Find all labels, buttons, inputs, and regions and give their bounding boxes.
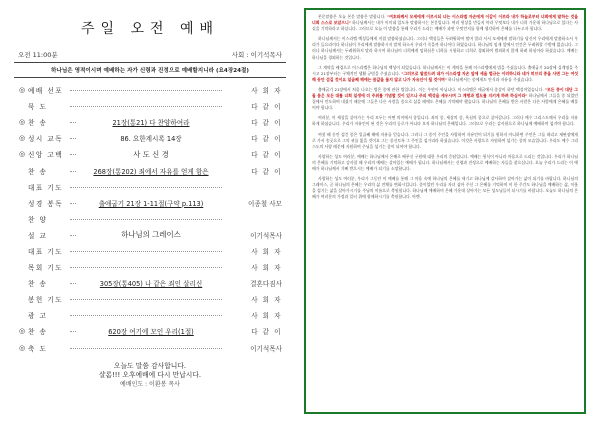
order-row: [14, 211, 286, 227]
sermon-paragraph: [312, 14, 578, 32]
order-row: [14, 82, 286, 98]
order-person: 사 회 자: [222, 246, 282, 256]
sermon-paragraph: [312, 87, 578, 111]
closing-line-2: 샬롬!!! 오후예배에 다시 만납시다.: [98, 370, 202, 379]
dotted-leader: [70, 106, 222, 107]
scripture-quote: "모든 종이 대단 그들 몸은 모든 대를 너희 일생에 더 주위를 기념할 것이 있으나 주의 백성을 세우시며 그 계명과 법도를 지키게 하려 하심이라": [312, 86, 578, 99]
sermon-text: 하나님께서는 종에게도 안식과 자유를 주셨습니다.: [446, 76, 534, 82]
order-label: 광 고: [28, 310, 70, 320]
order-label: 성경 봉독: [28, 198, 70, 208]
sermon-paragraph: [312, 65, 578, 83]
order-person: 다 같 이: [222, 326, 282, 336]
order-person: 사 회 자: [222, 262, 282, 272]
dotted-leader: [70, 90, 222, 91]
order-label: 봉헌 기도: [28, 294, 70, 304]
order-row: [14, 130, 286, 146]
order-label: 축 도: [28, 343, 70, 353]
dotted-leader: [70, 187, 222, 188]
sermon-text: 출애굽기 21장에서 처음 나오는 법은 종에 관한 법입니다. 이는 우연이 아닙니다. 이스라엘은 애굽에서 종살이 하던 백성이었습니다.: [318, 86, 545, 92]
divider: [14, 77, 286, 78]
order-person: 다 같 이: [222, 166, 282, 176]
order-row: [14, 323, 286, 339]
order-person: 다 같 이: [222, 133, 282, 143]
vision-statement: 하나님은 영적이시며 예배하는 자가 신령과 진정으로 예배할지니라 (요4장24절): [51, 68, 249, 74]
order-row: [14, 259, 286, 275]
sermon-text: 하나님께서는 이스라엘 백성들에게 직접 말씀하셨습니다. 그러나 백성들은 두려워하여 떨며 멀리 서서 모세에게 말하기를 당신이 우리에게 말씀하소서 우리가 들으리이다 하나님이 우리에게 말씀하시지 말게 하소서 우리가 죽을까 하나이다 하였습니다. 하나님의 임재 앞에서 인간은 두려워할 수밖에 없습니다. 그러나 하나님께서는 두려워하지 말라 하시며 하나님이 너희에게 임하심은 너희를 시험하고 너희로 경외하여 범죄하지 않게 하려 하심이라 하셨습니다. 예배는 하나님을 경외하는 것입니다.: [312, 36, 578, 60]
sermon-text-box: [304, 8, 586, 414]
sermon-text: 하나님께서는 내가 이미네 있도록 말씀하시는 본문입니다. 여러 형상을 만들지 마라 무엇보다 내가 너희 가운데 하나님으로 있다는 사실을 기억하라고 하십니다. 그러므로 오늘 이 말씀을 통해 우리가 드리는 예배가 과연 무엇인지를 함께 생각하며 은혜를 나누고자 합니다.: [312, 20, 578, 32]
dotted-leader: [70, 267, 222, 268]
order-content: 86. 요한계시록 14장: [76, 133, 226, 143]
service-info: [18, 50, 282, 59]
order-label: 대표 기도: [28, 246, 70, 256]
sermon-text: 하나님께서 그들을 종 되었던 집에서 인도하여 내셨기 때문에 그들은 다른 사람을 종으로 삼을 때에도 은혜를 기억해야 했습니다. 하나님의 은혜를 받은 사람은 다른 사람에게 은혜를 베풀어야 합니다.: [312, 93, 578, 111]
order-person: 다 같 이: [222, 117, 282, 127]
sermon-paragraph: [312, 36, 578, 60]
order-row: [14, 243, 286, 259]
closing-message: [14, 362, 286, 389]
sermon-text: 여섯 해 동안 섬긴 종은 일곱째 해에 자유를 얻습니다. 그러나 그 종이 주인을 사랑하여 자유인이 되기를 원하지 아니하면 주인은 그를 데리고 재판장에게로 가서 송곳으로 그의 귀를 뚫을 것이요 그는 종신토록 그 주인을 섬기리라 하셨습니다. 이것은 사랑으로 자원하여 섬기는 종의 모습입니다. 우리도 예수 그리스도의 사랑 때문에 자원하여 주님을 섬기는 종이 되어야 합니다.: [312, 131, 578, 149]
order-content: 출애굽기 21장 1-11절(구약 p.113): [76, 198, 226, 208]
sermon-text: 여러분, 이 세상을 살아가는 우리 모두는 어떤 의미에서 종입니다. 죄의 종, 세상의 종, 욕심의 종으로 살아갑니다. 그러나 예수 그리스도께서 우리를 자유하게 하셨습니다. 우리가 자유인이 된 것은 우리의 공로가 아니라 오직 하나님의 은혜입니다. 그러므로 우리는 감사함으로 하나님께 예배하며 섬겨야 합니다.: [312, 115, 578, 127]
order-content: 268장(통202) 죄에서 자유를 얻게 함은: [76, 166, 226, 176]
order-row: [14, 227, 286, 243]
sermon-text: 사랑하는 성도 여러분, 우리가 그동안 이 예배를 통해 그 마음 속에 하나님의 은혜를 새기고 하나님께 감사하며 살아가는 삶이 되기를 바랍니다. 하나님의 그레이스, 곧 하나님의 은혜는 우리의 삶 전체를 변화시킵니다. 종이었던 우리를 자녀 삼아 주신 그 은혜를 기억하며 이 한 주간도 하나님을 예배하는 삶, 이웃을 섬기는 삶을 살아가시기를 주님의 이름으로 축원합니다. 하나님께 예배하며 은혜 가운데 살아가는 모든 성도님들이 되시기를 바랍니다. 오늘도 하나님의 은혜가 여러분의 가정과 일터 위에 함께하시기를 축원합니다. 아멘.: [312, 176, 578, 200]
order-person: 결혼다짐사: [222, 278, 282, 288]
order-label: 찬 송: [28, 326, 70, 336]
sermon-paragraph: [312, 115, 578, 127]
dotted-leader: [70, 251, 222, 252]
sermon-paragraph: [312, 132, 578, 150]
order-label: 예배 선포: [28, 85, 70, 95]
order-row: [14, 179, 286, 195]
order-content: 사 도 신 경: [76, 149, 226, 160]
order-person: 다 같 이: [222, 101, 282, 111]
standing-mark-icon: ◎: [18, 327, 26, 336]
order-label: 찬 송: [28, 278, 70, 288]
service-minister: 사회 : 이기석목사: [231, 51, 282, 59]
order-person: 이기석목사: [222, 343, 282, 353]
sermon-text: 그 계약을 배경으로 이스라엘은 하나님의 백성이 되었습니다. 하나님께서는 이 계약을 통해 이스라엘에게 법을 주셨습니다. 출애굽기 20장에 십계명을 주시고 21장부터는 구체적인 생활 규범을 주셨습니다.: [312, 64, 578, 76]
order-list: [14, 82, 286, 356]
order-person: 다 같 이: [222, 149, 282, 159]
order-row: [14, 162, 286, 178]
order-row: [14, 291, 286, 307]
order-person: 이기석목사: [222, 230, 282, 240]
dotted-leader: [70, 348, 222, 349]
order-content: 620장 여기에 모인 우리(1절): [76, 326, 226, 336]
order-row: [14, 340, 286, 356]
service-time: 오전 11:00분: [18, 51, 58, 59]
order-row: [14, 195, 286, 211]
order-of-service: [14, 10, 286, 418]
order-row: [14, 146, 286, 162]
order-content: 하나님의 그레이스: [76, 229, 226, 240]
divider: [14, 62, 286, 63]
sermon-text: 본문말씀은 오늘 본문 말씀은 말합니다.: [318, 14, 388, 19]
standing-mark-icon: ◎: [18, 86, 26, 95]
order-row: [14, 98, 286, 114]
scripture-quote: "그러므로 말씀드려 네가 이스라엘 자손 앞에 세울 법규는 이러하니라 네가 히브리 종을 사면 그는 여섯 해 동안 섬길 것이요 일곱째 해에는 몸값을 물지 않고 나가 자유인이 될 것이며": [312, 70, 578, 82]
standing-mark-icon: ◎: [18, 134, 26, 143]
standing-mark-icon: ◎: [18, 150, 26, 159]
closing-line-3: 예배인도 : 이환봉 목사: [120, 380, 180, 388]
order-content: 21장(통21) 다 찬양하여라: [76, 117, 226, 127]
scripture-quote: "여호와께서 모세에게 이르시되 너는 이스라엘 자손에게 이같이 이르라 내가 하늘로부터 너희에게 말하는 것을 너희 스스로 보았으니": [312, 14, 579, 26]
order-label: 묵 도: [28, 101, 70, 111]
order-label: 설 교: [28, 230, 70, 240]
order-label: 신앙 고백: [28, 149, 70, 159]
closing-line-1: 오늘도 말씀 감사합니다.: [113, 361, 187, 370]
sermon-paragraph: [312, 154, 578, 172]
order-person: 사 회 자: [222, 85, 282, 95]
order-row: [14, 307, 286, 323]
order-row: [14, 275, 286, 291]
sermon-paragraph: [312, 176, 578, 200]
order-label: 찬 송: [28, 117, 70, 127]
standing-mark-icon: ◎: [18, 118, 26, 127]
order-person: 이종철 사모: [222, 198, 282, 208]
sermon-text: 사랑하는 성도 여러분, 예배는 하나님께서 은혜로 베푸신 구원에 대한 우리의 응답입니다. 예배는 형식이 아니라 마음으로 드리는 것입니다. 우리가 하나님의 은혜를 기억하고 감사할 때 우리의 예배는 살아있는 예배가 됩니다. 하나님께서는 신령과 진정으로 예배하는 자들을 찾으십니다. 오늘 우리가 드리는 이 예배가 하나님께서 기뻐 받으시는 예배가 되기를 소망합니다.: [312, 153, 578, 171]
order-row: [14, 114, 286, 130]
dotted-leader: [70, 315, 222, 316]
page-title: 주일 오전 예배: [80, 21, 220, 37]
order-person: 사 회 자: [222, 294, 282, 304]
order-label: 찬 송: [28, 166, 70, 176]
order-label: 목회 기도: [28, 262, 70, 272]
order-label: 성시 교독: [28, 133, 70, 143]
order-content: 305장(통405) 나 같은 죄인 살리신: [76, 278, 226, 288]
order-label: 대표 기도: [28, 182, 70, 192]
standing-mark-icon: ◎: [18, 343, 26, 352]
dotted-leader: [70, 299, 222, 300]
order-person: 사 회 자: [222, 310, 282, 320]
dotted-leader: [70, 219, 222, 220]
order-label: 찬 양: [28, 214, 70, 224]
